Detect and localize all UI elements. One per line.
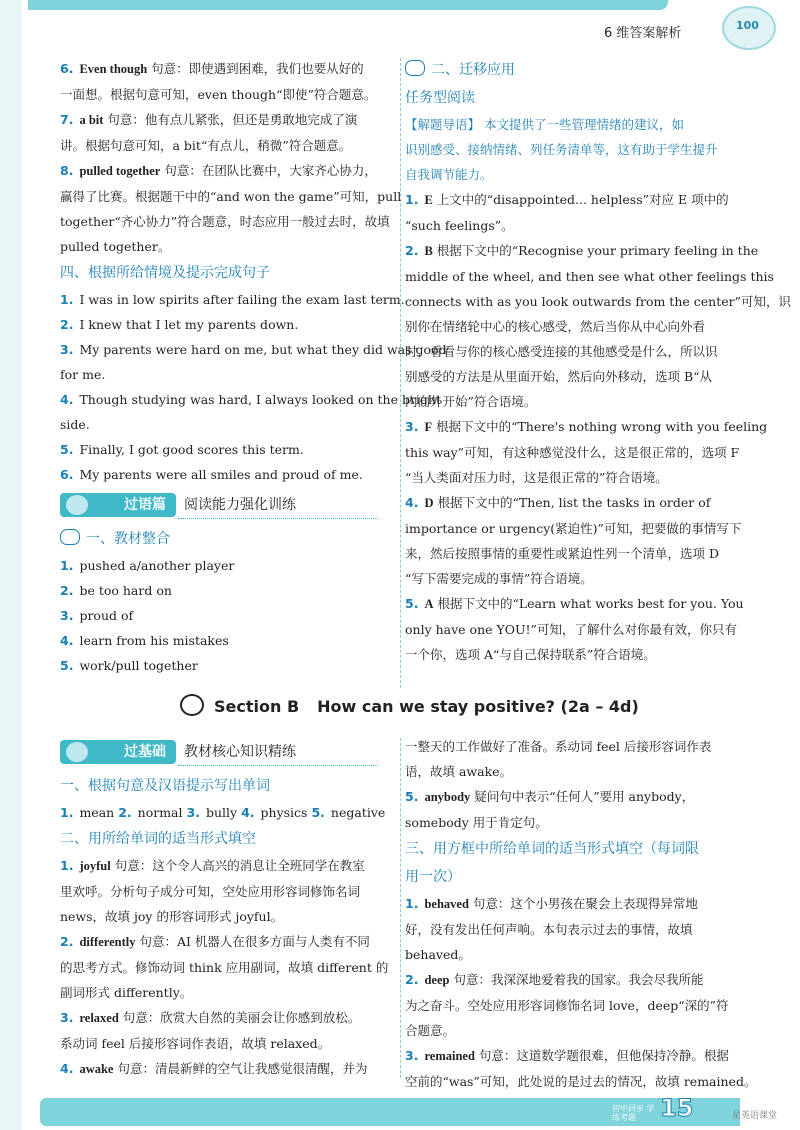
item-text: 疑问句中表示“任何人”要用 anybody， xyxy=(474,789,695,804)
logo-icon xyxy=(722,6,776,50)
section-title: 一、根据句意及汉语提示写出单词 xyxy=(60,778,270,794)
item-text: 句意：在团队比赛中，大家齐心协力， xyxy=(164,163,377,178)
text-line xyxy=(405,414,768,440)
item-number: 6. xyxy=(60,467,74,482)
item-answer: behaved xyxy=(424,897,469,911)
answer-list xyxy=(405,784,740,835)
text-line xyxy=(405,187,740,213)
continued-text xyxy=(405,734,740,784)
right-column-top xyxy=(405,56,791,667)
section-b-label: Section B xyxy=(214,697,300,716)
item-number: 2. xyxy=(60,934,74,949)
text-line xyxy=(405,364,740,389)
text-line xyxy=(405,891,740,917)
item-number: 1. xyxy=(405,896,419,911)
item-text: I was in low spirits after failing the exam last term. xyxy=(79,292,405,307)
text-line xyxy=(60,209,396,234)
item-text: this way”可知，有这种感觉没什么，这是很正常的，选项 F xyxy=(405,445,740,460)
item-text: My parents were hard on me, but what they did was good xyxy=(79,342,447,357)
footer-note: 初中同步 学练考题 xyxy=(612,1104,655,1122)
item-text: somebody 用于肯定句。 xyxy=(405,815,548,830)
banner-tag: 过基础 xyxy=(60,740,176,764)
section-title-text: 二、迁移应用 xyxy=(431,62,515,78)
item-answer: E xyxy=(424,193,433,207)
item-text: 句意：即使遇到困难，我们也要从好的 xyxy=(151,61,364,76)
item-text: middle of the wheel, and then see what other feelings this xyxy=(405,269,774,284)
section-icon xyxy=(60,529,80,545)
section-b-heading xyxy=(180,694,639,716)
item-number: 5. xyxy=(311,805,325,820)
text-line xyxy=(60,437,396,462)
item-number: 2. xyxy=(405,243,419,258)
right-column-bottom xyxy=(405,734,757,1094)
text-line xyxy=(60,287,405,312)
item-text: 句意：清晨新鲜的空气让我感觉很清醒，并为 xyxy=(117,1061,368,1076)
item-text: 句意：我深深地爱着我的国家。我会尽我所能 xyxy=(453,972,704,987)
item-text: 好，没有发出任何声响。本句表示过去的事情，故填 xyxy=(405,922,693,937)
text-line: 三、用方框中所给单词的适当形式填空（每词限 xyxy=(405,841,699,857)
text-line xyxy=(60,853,396,879)
item-text: only have one YOU!”可知，了解什么对你最有效，你只有 xyxy=(405,622,737,637)
text-line xyxy=(405,810,740,835)
logo-text: 100 xyxy=(736,19,759,32)
item-text: be too hard on xyxy=(79,583,172,598)
text-line: 一整天的工作做好了准备。系动词 feel 后接形容词作表 xyxy=(405,739,712,754)
item-answer: differently xyxy=(79,935,136,949)
item-text: 为之奋斗。空处应用形容词修饰名词 love，deep“深的”符 xyxy=(405,998,729,1013)
text-line xyxy=(405,784,740,810)
section-title xyxy=(405,56,740,84)
item-number: 4. xyxy=(60,392,74,407)
text-line xyxy=(405,440,740,465)
banner-title: 阅读能力强化训练 xyxy=(184,497,296,513)
answer-list xyxy=(405,187,791,667)
text-line xyxy=(405,591,744,617)
text-line xyxy=(60,603,396,628)
section-b-title: How can we stay positive? (2a – 4d) xyxy=(317,697,639,716)
item-text: mean xyxy=(79,805,115,820)
item-number: 3. xyxy=(60,1010,74,1025)
item-number: 4. xyxy=(60,633,74,648)
item-answer: F xyxy=(424,420,433,434)
banner-tag: 过语篇 xyxy=(60,493,176,517)
text-line xyxy=(60,955,396,980)
left-column-bottom xyxy=(60,734,396,1082)
item-text: My parents were all smiles and proud of me. xyxy=(79,467,363,482)
text-line xyxy=(60,184,402,209)
item-text: 赢得了比赛。根据题干中的“and won the game”可知，pull xyxy=(60,189,402,204)
item-number: 3. xyxy=(405,1048,419,1063)
item-answer: joyful xyxy=(79,859,111,873)
section-title: 四、根据所给情境及提示完成句子 xyxy=(60,265,270,281)
item-number: 4. xyxy=(60,1061,74,1076)
answer-list xyxy=(60,287,447,487)
item-text: 讲。根据句意可知，a bit“有点儿，稍微”符合题意。 xyxy=(60,138,352,153)
text-line xyxy=(60,312,396,337)
item-text: Finally, I got good scores this term. xyxy=(79,442,304,457)
item-text: 别感受的方法是从里面开始，然后向外移动，选项 B“从 xyxy=(405,369,713,384)
text-line xyxy=(60,107,396,133)
banner-underline xyxy=(178,518,378,519)
text-line xyxy=(60,56,396,82)
banner-title: 教材核心知识精练 xyxy=(184,744,296,760)
item-number: 1. xyxy=(60,292,74,307)
item-text: 句意：他有点儿紧张，但还是勇敢地完成了演 xyxy=(107,112,358,127)
guide-text xyxy=(405,112,740,187)
item-text: connects with as you look outwards from the center”可知，识 xyxy=(405,294,791,309)
item-text: 一个你，选项 A“与自己保持联系”符合语境。 xyxy=(405,647,656,662)
text-line xyxy=(405,541,740,566)
text-line xyxy=(60,1005,396,1031)
answer-list xyxy=(60,56,402,259)
section-banner xyxy=(60,738,396,768)
item-number: 1. xyxy=(60,858,74,873)
text-line xyxy=(405,339,740,364)
item-text: 时，看看与你的核心感受连接的其他感受是什么，所以识 xyxy=(405,344,718,359)
column-divider xyxy=(400,58,401,688)
answer-list xyxy=(60,553,396,678)
item-text: pushed a/another player xyxy=(79,558,235,573)
item-answer: a bit xyxy=(79,113,104,127)
text-line xyxy=(60,578,396,603)
item-text: 根据下文中的“Then, list the tasks in order of xyxy=(437,495,711,510)
item-text: 别你在情绪轮中心的核心感受，然后当你从中心向外看 xyxy=(405,319,706,334)
text-line: 自我调节能力。 xyxy=(405,167,493,182)
item-text: 的思考方式。修饰动词 think 应用副词，故填 different 的 xyxy=(60,960,389,975)
item-number: 4. xyxy=(405,495,419,510)
text-line xyxy=(405,942,740,967)
item-text: normal xyxy=(137,805,183,820)
item-number: 4. xyxy=(241,805,255,820)
item-answer: remained xyxy=(424,1049,475,1063)
item-number: 3. xyxy=(60,342,74,357)
item-text: 系动词 feel 后接形容词作表语，故填 relaxed。 xyxy=(60,1036,331,1051)
item-answer: deep xyxy=(424,973,450,987)
text-line xyxy=(405,642,740,667)
item-answer: A xyxy=(424,597,434,611)
section-title xyxy=(405,835,740,891)
section-icon xyxy=(405,60,425,76)
item-text: work/pull together xyxy=(79,658,198,673)
item-number: 2. xyxy=(60,583,74,598)
section-banner xyxy=(60,491,396,521)
item-number: 7. xyxy=(60,112,74,127)
answer-list xyxy=(405,891,757,1094)
item-number: 3. xyxy=(186,805,200,820)
text-line xyxy=(405,289,791,314)
item-text: 句意：AI 机器人在很多方面与人类有不同 xyxy=(139,934,370,949)
text-line xyxy=(405,465,740,490)
left-margin-strip xyxy=(0,0,22,1130)
watermark: 星英语课堂 xyxy=(732,1111,778,1121)
item-text: 来，然后按照事情的重要性或紧迫性列一个清单，选项 D xyxy=(405,546,719,561)
item-answer: awake xyxy=(79,1062,114,1076)
item-text: “such feelings”。 xyxy=(405,218,514,233)
item-text: 一面想。根据句意可知，even though“即使”符合题意。 xyxy=(60,87,377,102)
text-line xyxy=(405,238,759,264)
item-text: “当人类面对压力时，这是很正常的”符合语境。 xyxy=(405,470,668,485)
item-answer: pulled together xyxy=(79,164,161,178)
item-text: 内向外开始”符合语境。 xyxy=(405,394,537,409)
section-title xyxy=(60,525,396,553)
item-text: 里欢呼。分析句子成分可知，空处应用形容词修饰名词 xyxy=(60,884,361,899)
text-line xyxy=(405,490,740,516)
item-text: 根据下文中的“Recognise your primary feeling in the xyxy=(436,243,759,258)
column-divider xyxy=(400,738,401,1078)
item-text: 句意：这个令人高兴的消息让全班同学在教室 xyxy=(114,858,365,873)
text-line xyxy=(60,980,396,1005)
item-text: 句意：这道数学题很难，但他保持冷静。根据 xyxy=(478,1048,729,1063)
section-subtitle: 任务型阅读 xyxy=(405,90,475,106)
item-text: 句意：这个小男孩在聚会上表现得异常地 xyxy=(472,896,698,911)
item-number: 5. xyxy=(405,596,419,611)
item-text: 合题意。 xyxy=(405,1023,456,1038)
item-answer: B xyxy=(424,244,433,258)
text-line: 语，故填 awake。 xyxy=(405,764,513,779)
item-number: 3. xyxy=(405,419,419,434)
text-line xyxy=(405,566,740,591)
answer-list xyxy=(60,853,396,1082)
text-line xyxy=(60,462,396,487)
item-text: Though studying was hard, I always looked on the bright xyxy=(79,392,441,407)
item-text: pulled together。 xyxy=(60,239,171,254)
item-text: physics xyxy=(260,805,308,820)
top-band xyxy=(28,0,668,10)
text-line xyxy=(60,412,396,437)
page-number: 15 xyxy=(660,1094,694,1122)
item-answer: anybody xyxy=(424,790,471,804)
item-text: “写下需要完成的事情”符合语境。 xyxy=(405,571,593,586)
item-text: news，故填 joy 的形容词形式 joyful。 xyxy=(60,909,284,924)
item-answer: D xyxy=(424,496,434,510)
item-text: 根据下文中的“There's nothing wrong with you feeling xyxy=(436,419,768,434)
item-number: 5. xyxy=(60,658,74,673)
item-number: 6. xyxy=(60,61,74,76)
text-line xyxy=(405,1069,757,1094)
text-line: 【解题导语】 本文提供了一些管理情绪的建议，如 xyxy=(405,117,684,132)
text-line xyxy=(405,993,740,1018)
text-line xyxy=(60,234,396,259)
star-icon xyxy=(180,694,204,716)
item-text: 根据下文中的“Learn what works best for you. You xyxy=(437,596,744,611)
text-line xyxy=(60,387,441,412)
text-line xyxy=(60,1056,396,1082)
text-line xyxy=(60,158,396,184)
text-line xyxy=(60,904,396,929)
item-text: 副词形式 differently。 xyxy=(60,985,193,1000)
item-text: behaved。 xyxy=(405,947,471,962)
section-title-text: 一、教材整合 xyxy=(86,531,170,547)
text-line xyxy=(405,967,740,993)
item-number: 2. xyxy=(60,317,74,332)
text-line xyxy=(405,1018,740,1043)
item-number: 1. xyxy=(405,192,419,207)
item-text: together“齐心协力”符合题意，时态应用一般过去时，故填 xyxy=(60,214,390,229)
header-title: 6 维答案解析 xyxy=(604,26,682,41)
item-text: for me. xyxy=(60,367,106,382)
item-answer: relaxed xyxy=(79,1011,119,1025)
text-line xyxy=(405,1043,740,1069)
item-text: I knew that I let my parents down. xyxy=(79,317,299,332)
text-line xyxy=(60,553,396,578)
item-number: 2. xyxy=(118,805,132,820)
item-number: 3. xyxy=(60,608,74,623)
text-line xyxy=(405,314,740,339)
item-text: side. xyxy=(60,417,90,432)
banner-underline xyxy=(178,765,378,766)
word-list xyxy=(60,800,396,825)
text-line xyxy=(60,362,396,387)
text-line xyxy=(60,628,396,653)
text-line xyxy=(405,516,740,541)
text-line xyxy=(60,133,396,158)
text-line xyxy=(60,82,396,107)
text-line xyxy=(405,389,740,414)
text-line: 识别感受、接纳情绪、列任务清单等，这有助于学生提升 xyxy=(405,142,718,157)
item-text: negative xyxy=(330,805,386,820)
text-line xyxy=(60,653,396,678)
text-line xyxy=(60,1031,396,1056)
text-line xyxy=(405,264,774,289)
item-text: learn from his mistakes xyxy=(79,633,229,648)
text-line xyxy=(60,879,396,904)
text-line xyxy=(60,929,396,955)
text-line xyxy=(405,617,740,642)
item-number: 5. xyxy=(60,442,74,457)
text-line xyxy=(405,213,740,238)
item-text: proud of xyxy=(79,608,134,623)
text-line: 用一次） xyxy=(405,869,461,885)
item-text: 上文中的“disappointed... helpless”对应 E 项中的 xyxy=(436,192,729,207)
text-line xyxy=(60,337,447,362)
item-number: 2. xyxy=(405,972,419,987)
item-text: 句意：欣赏大自然的美丽会让你感到放松。 xyxy=(122,1010,361,1025)
item-number: 8. xyxy=(60,163,74,178)
item-answer: Even though xyxy=(79,62,148,76)
item-text: bully xyxy=(205,805,238,820)
section-title: 二、用所给单词的适当形式填空 xyxy=(60,831,256,847)
item-number: 5. xyxy=(405,789,419,804)
item-number: 1. xyxy=(60,805,74,820)
item-text: importance or urgency(紧迫性)”可知，把要做的事情写下 xyxy=(405,521,742,536)
text-line xyxy=(405,917,740,942)
item-text: 空前的“was”可知，此处说的是过去的情况，故填 remained。 xyxy=(405,1074,757,1089)
item-number: 1. xyxy=(60,558,74,573)
